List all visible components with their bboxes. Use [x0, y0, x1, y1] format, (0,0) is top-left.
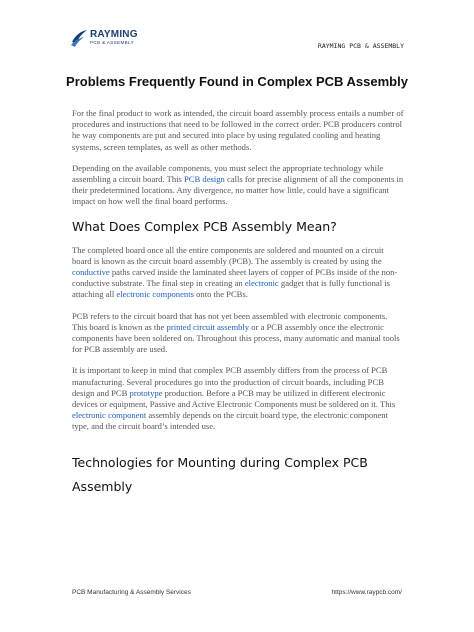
text-span: Depending on the available components, you must select the appropriate technology while assembling a circuit board. This [72, 162, 384, 185]
text-span: paths carved inside the laminated sheet layers of copper of PCBs inside of the non-conductive substrate. The final step in creating an [72, 267, 398, 289]
section-heading-technologies: Technologies for Mounting during Complex PCB Assembly [72, 454, 368, 494]
pcb-design-link[interactable]: PCB design [184, 174, 225, 185]
text-span: The completed board once all the entire components are soldered and mounted on a circuit board is known as the circuit board assembly (PCB). The assembly is created by using the [72, 244, 384, 266]
page-title: Problems Frequently Found in Complex PCB Assembly [66, 74, 408, 89]
logo-name: RAYMING [90, 29, 138, 40]
page-header [0, 0, 474, 60]
footer-url[interactable]: https://www.raypcb.com/ [331, 589, 402, 596]
section-heading-definition: What Does Complex PCB Assembly Mean? [72, 218, 337, 234]
logo-tagline: PCB & ASSEMBLY [90, 40, 135, 45]
prototype-link[interactable]: prototype [129, 387, 163, 398]
text-span: gadget that is fully functional is attaching all [72, 278, 390, 300]
text-span: or a PCB assembly once the electronic components have been soldered on. Throughout this process, many automatic and manual tools for PCB assembly are used. [72, 321, 400, 355]
technology-paragraph [72, 163, 404, 208]
intro-paragraph: For the final product to work as intended, the circuit board assembly process entails a number of procedures and instructions that need to be followed in the correct order. PCB producers control he way components are put and secured into place by using regulated cooling and heating systems, screen templates, as well as other methods. [72, 108, 404, 152]
text-span: onto the PCBs. [193, 289, 248, 300]
conductive-link[interactable]: conductive [72, 267, 110, 278]
rayming-logo-icon [70, 28, 88, 48]
text-span: It is important to keep in mind that complex PCB assembly differs from the process of PCB manufacturing. Several procedures go into the production of circuit boards, including PCB design and PCB [72, 365, 388, 398]
text-span: assembly depends on the circuit board type, the electronic component type, and the circuit board’s intended use. [72, 410, 388, 432]
rayming-logo [70, 28, 160, 50]
document-body [72, 108, 404, 499]
pcb-refers-paragraph [72, 311, 404, 356]
printed-circuit-assembly-link[interactable]: printed circuit assembly [166, 321, 250, 332]
text-span: calls for precise alignment of all the components in their predetermined locations. Any divergence, no matter how little, could have a significant impact on how well the final board performs. [72, 174, 404, 207]
electronic-components-link[interactable]: electronic components [116, 289, 194, 300]
text-span: PCB refers to the circuit board that has not yet been assembled with electronic components. This board is known as the [72, 310, 388, 332]
electronic-component-link[interactable]: electronic component [72, 410, 147, 421]
header-company-name: RAYMING PCB & ASSEMBLY [317, 42, 404, 50]
text-span: production. Before a PCB may be utilized in different electronic devices or equipment, Passive and Active Electronic Components must be soldered on it. This [72, 387, 396, 410]
electronic-link[interactable]: electronic [244, 278, 279, 289]
definition-paragraph [72, 245, 404, 301]
manufacturing-difference-paragraph [72, 365, 404, 432]
footer-services: PCB Manufacturing & Assembly Services [72, 589, 191, 596]
